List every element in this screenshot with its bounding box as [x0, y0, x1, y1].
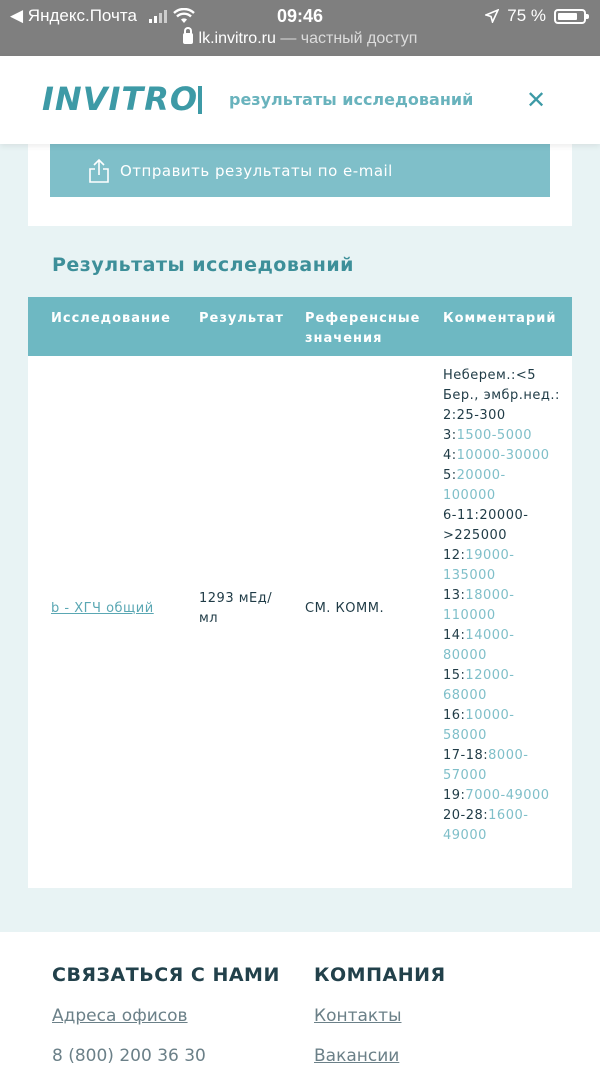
comment-line: [443, 826, 568, 846]
comment-label: 12:: [443, 548, 466, 563]
comment-line: [443, 646, 568, 666]
comment-label: 3:: [443, 428, 457, 443]
comment-line: [443, 746, 568, 766]
phone-number[interactable]: 8 (800) 200 36 30: [52, 1046, 206, 1066]
table-row: [28, 356, 572, 888]
ios-status-bar: [0, 0, 600, 56]
close-icon[interactable]: ✕: [526, 86, 547, 114]
results-title: Результаты исследований: [52, 254, 354, 276]
contact-heading: СВЯЗАТЬСЯ С НАМИ: [52, 964, 280, 986]
send-email-button[interactable]: [50, 144, 550, 197]
comment-line: [443, 706, 568, 726]
send-email-label: Отправить результаты по e-mail: [120, 161, 393, 180]
invitro-logo[interactable]: INVITRO: [42, 80, 199, 118]
url-suffix: — частный доступ: [280, 30, 418, 47]
comment-label: 19:: [443, 788, 466, 803]
comment-line: [443, 406, 568, 426]
battery-icon: [554, 9, 586, 24]
comment-label: Неберем.:: [443, 368, 516, 383]
lock-icon: [183, 33, 193, 44]
comment-line: [443, 566, 568, 586]
clock: 09:46: [276, 6, 324, 26]
company-heading: КОМПАНИЯ: [314, 964, 446, 986]
comment-line: [443, 726, 568, 746]
comment-value: 49000: [443, 828, 487, 843]
comment-line: [443, 366, 568, 386]
comment-label: 16:: [443, 708, 466, 723]
carrier-label: ◀ Яндекс.Почта: [10, 6, 137, 25]
location-arrow-icon: [485, 9, 499, 23]
comment-label: 15:: [443, 668, 466, 683]
comment-label: 13:: [443, 588, 466, 603]
comment-line: [443, 606, 568, 626]
comment-label: 2:: [443, 408, 457, 423]
comment-label: 14:: [443, 628, 466, 643]
battery-percent: 75 %: [507, 6, 546, 25]
comment-label: 6-11:: [443, 508, 480, 523]
comment-label: 5:: [443, 468, 457, 483]
result-value: 1293 мЕд/мл: [199, 591, 273, 626]
comment-line: [443, 446, 568, 466]
comment-value: 25-300: [456, 408, 506, 423]
comment-cell: [443, 366, 568, 846]
comment-label: Бер., эмбр.нед.:: [443, 388, 560, 403]
comment-line: [443, 666, 568, 686]
comment-line: [443, 486, 568, 506]
comment-value: 1600-: [488, 808, 529, 823]
comment-line: [443, 626, 568, 646]
comment-label: 17-18:: [443, 748, 489, 763]
comment-value: 58000: [443, 728, 487, 743]
comment-value: 68000: [443, 688, 487, 703]
comment-line: [443, 546, 568, 566]
comment-line: [443, 506, 568, 526]
test-name-link[interactable]: b - ХГЧ общий: [51, 601, 154, 616]
col-comment: Комментарий: [443, 311, 557, 326]
comment-value: 10000-30000: [456, 448, 550, 463]
comment-value: 10000-: [465, 708, 515, 723]
comment-value: 1500-5000: [456, 428, 533, 443]
contacts-link[interactable]: Контакты: [314, 1006, 402, 1026]
comment-line: [443, 806, 568, 826]
reference-value: СМ. КОММ.: [305, 601, 385, 616]
comment-value: 18000-: [465, 588, 515, 603]
comment-label: 4:: [443, 448, 457, 463]
offices-link[interactable]: Адреса офисов: [52, 1006, 188, 1026]
comment-line: [443, 686, 568, 706]
comment-line: [443, 466, 568, 486]
results-table-header: [28, 297, 572, 356]
comment-value: 100000: [443, 488, 496, 503]
comment-value: 8000-: [488, 748, 529, 763]
actions-card: [28, 144, 572, 226]
comment-line: [443, 426, 568, 446]
col-result: Результат: [199, 311, 284, 326]
comment-value: <5: [515, 368, 537, 383]
comment-label: 20-28:: [443, 808, 489, 823]
comment-line: [443, 766, 568, 786]
vacancies-link[interactable]: Вакансии: [314, 1046, 400, 1066]
comment-line: [443, 786, 568, 806]
url-bar[interactable]: [0, 30, 600, 48]
comment-value: 20000-: [456, 468, 506, 483]
comment-value: 12000-: [465, 668, 515, 683]
url-text: lk.invitro.ru: [198, 30, 276, 47]
comment-line: [443, 386, 568, 406]
comment-line: [443, 586, 568, 606]
comment-value: 110000: [443, 608, 496, 623]
header-subtitle: результаты исследований: [229, 90, 474, 109]
col-test: Исследование: [51, 311, 171, 326]
comment-line: [443, 526, 568, 546]
comment-value: >225000: [443, 528, 508, 543]
share-icon: [88, 158, 110, 184]
col-reference: Референсные значения: [305, 311, 421, 346]
site-header: [0, 56, 600, 144]
comment-value: 135000: [443, 568, 496, 583]
site-footer: [0, 932, 600, 1066]
comment-value: 19000-: [465, 548, 515, 563]
comment-value: 14000-: [465, 628, 515, 643]
comment-value: 80000: [443, 648, 487, 663]
logo-divider: [198, 86, 202, 114]
comment-value: 20000-: [479, 508, 529, 523]
comment-value: 7000-49000: [465, 788, 550, 803]
comment-value: 57000: [443, 768, 487, 783]
